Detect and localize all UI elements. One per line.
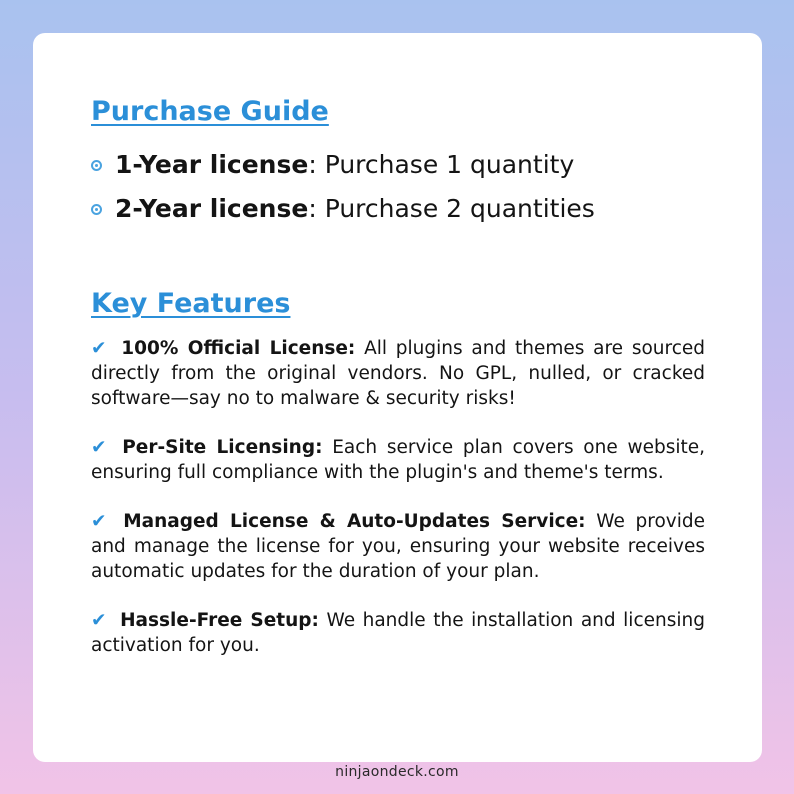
feature-name: Hassle-Free Setup: bbox=[120, 610, 319, 631]
checkmark-icon: ✔ bbox=[91, 338, 107, 359]
feature-text: All plugins and themes are sourced directly from the original vendors. No GPL, nulled, or cracked software—say no to malware & security risks! bbox=[91, 338, 705, 409]
checkmark-icon: ✔ bbox=[91, 511, 107, 532]
purchase-guide-list bbox=[91, 143, 705, 231]
bullet-icon bbox=[91, 160, 102, 171]
bullet-icon bbox=[91, 204, 102, 215]
checkmark-icon: ✔ bbox=[91, 437, 107, 458]
features-list bbox=[91, 336, 705, 658]
feature-name: 100% Official License: bbox=[121, 338, 356, 359]
purchase-guide-title: Purchase Guide bbox=[91, 96, 329, 127]
checkmark-icon: ✔ bbox=[91, 610, 107, 631]
feature-item bbox=[91, 608, 705, 658]
feature-item bbox=[91, 509, 705, 584]
guide-item-text: Purchase 2 quantities bbox=[324, 194, 595, 223]
guide-item-label: 1-Year license bbox=[115, 150, 309, 179]
guide-item-text: Purchase 1 quantity bbox=[324, 150, 575, 179]
feature-item bbox=[91, 336, 705, 411]
list-item: 1-Year license : Purchase 1 quantity bbox=[91, 143, 705, 187]
key-features-title: Key Features bbox=[91, 288, 291, 319]
list-item: 2-Year license : Purchase 2 quantities bbox=[91, 187, 705, 231]
guide-item-label: 2-Year license bbox=[115, 194, 309, 223]
content-card bbox=[33, 33, 762, 762]
feature-text: Each service plan covers one website, ensuring full compliance with the plugin's and theme's terms. bbox=[91, 437, 706, 483]
footer-domain: ninjaondeck.com bbox=[335, 764, 459, 780]
feature-name: Per-Site Licensing: bbox=[122, 437, 323, 458]
feature-name: Managed License & Auto-Updates Service: bbox=[123, 511, 586, 532]
feature-text: We handle the installation and licensing activation for you. bbox=[91, 610, 705, 656]
feature-item bbox=[91, 435, 705, 485]
feature-text: We provide and manage the license for you, ensuring your website receives automatic updates for the duration of your plan. bbox=[91, 511, 705, 582]
